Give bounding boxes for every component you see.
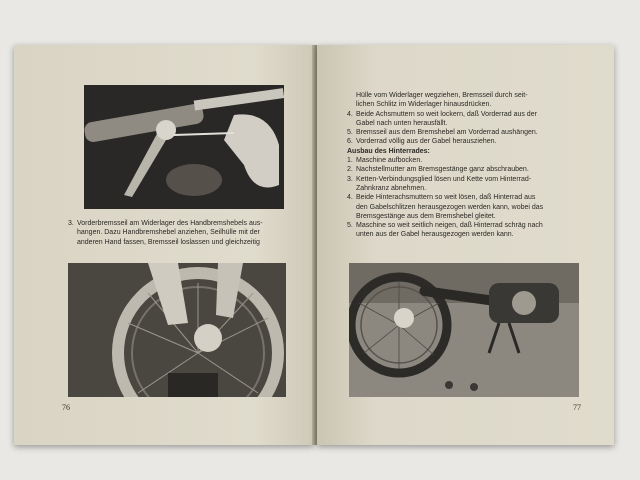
text-line: Beide Hinterachsmuttern so weit lösen, daß Hinterrad aus xyxy=(356,194,536,202)
text-line: Ketten-Verbindungsglied lösen und Kette vom Hinterrad- xyxy=(356,175,532,183)
left-step-3 xyxy=(68,219,292,247)
photo-rear-wheel-moped xyxy=(349,263,579,397)
page-number: 77 xyxy=(573,403,581,412)
step-number: 5. xyxy=(347,222,353,230)
section-heading: Ausbau des Hinterrades: xyxy=(347,147,430,155)
step-number: 1. xyxy=(347,157,353,165)
text-line: Bremsseil aus dem Bremshebel am Vorderrad aushängen. xyxy=(356,129,538,137)
step-number: 6. xyxy=(347,138,353,146)
front-step-5 xyxy=(347,128,599,137)
text-line: Gabel nach unten herausfällt. xyxy=(356,119,448,127)
step-number: 5. xyxy=(347,129,353,137)
rear-step-3 xyxy=(347,175,599,194)
right-page-text xyxy=(347,91,599,240)
step-number: 3. xyxy=(68,220,74,227)
rear-step-1 xyxy=(347,156,599,165)
text-line: Maschine so weit seitlich neigen, daß Hinterrad schräg nach xyxy=(356,222,543,230)
text-line: hangen. Dazu Handbremshebel anziehen, Seilhülle mit der xyxy=(77,229,260,237)
left-page xyxy=(14,45,314,445)
text-line: Zahnkranz abnehmen. xyxy=(356,184,427,192)
step-number: 4. xyxy=(347,110,353,118)
photo-handlebar-brake-lever xyxy=(84,85,284,209)
text-line: lichen Schlitz im Widerlager hinausdrücken. xyxy=(356,101,492,109)
rear-step-4 xyxy=(347,193,599,221)
front-step-6 xyxy=(347,137,599,146)
text-line: Bremsgestänge aus dem Bremshebel gleitet. xyxy=(356,212,496,220)
page-number: 76 xyxy=(62,403,70,412)
text-line: Vorderrad völlig aus der Gabel herausziehen. xyxy=(356,138,497,146)
step-number: 3. xyxy=(347,175,353,183)
rear-step-2 xyxy=(347,165,599,174)
text-line: Beide Achsmuttern so weit lockern, daß Vorderrad aus der xyxy=(356,110,537,118)
text-line: anderen Hand fassen, Bremsseil loslassen und gleichzeitig xyxy=(77,238,260,246)
photo-front-wheel-hub xyxy=(68,263,286,397)
front-step-4 xyxy=(347,110,599,129)
step-number: 4. xyxy=(347,194,353,202)
right-page xyxy=(317,45,614,445)
text-line: den Gabelschlitzen herausgezogen werden kann, wobei das xyxy=(356,203,544,211)
text-line: Vorderbremsseil am Widerlager des Handbremshebels aus- xyxy=(77,220,263,227)
text-line: Maschine aufbocken. xyxy=(356,157,423,165)
text-line: Nachstellmutter am Bremsgestänge ganz abschrauben. xyxy=(356,166,529,174)
text-line: Hülle vom Widerlager wegziehen, Bremsseil durch seit- xyxy=(356,92,528,99)
step-number: 2. xyxy=(347,166,353,174)
book-spread xyxy=(14,45,614,445)
text-line: unten aus der Gabel herausgezogen werden kann. xyxy=(356,231,514,239)
rear-step-5 xyxy=(347,221,599,240)
